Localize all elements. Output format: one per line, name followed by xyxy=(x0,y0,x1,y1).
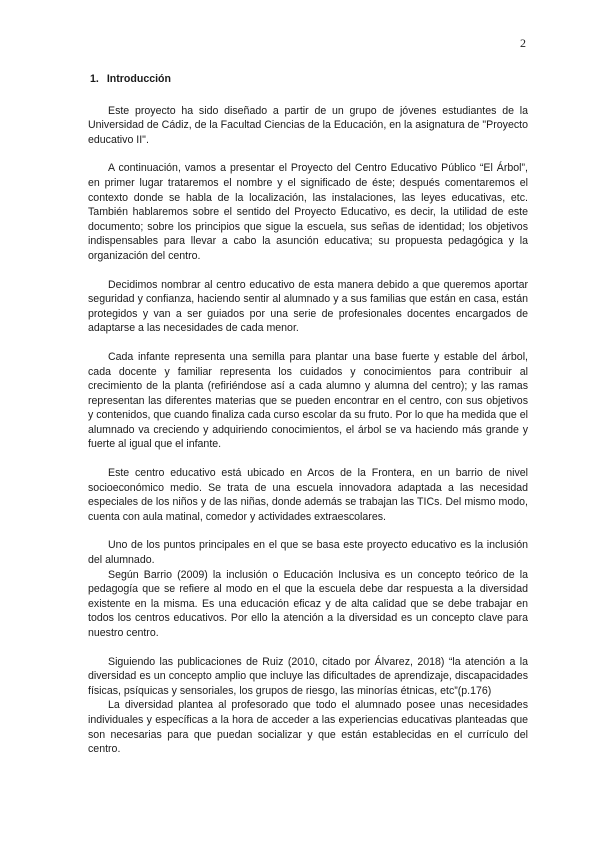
paragraph-inclusion: Uno de los puntos principales en el que se basa este proyecto educativo es la inclusión del alumnado. xyxy=(88,539,528,567)
section-number: 1. xyxy=(90,73,99,85)
paragraph-diversity: La diversidad plantea al profesorado que todo el alumnado posee unas necesidades individuales y específicas a la hora de acceder a las experiencias educativas planteadas que son necesarias para que puedan socializar y que están establecidas en el currículo del centro. xyxy=(88,699,528,756)
paragraph-overview: A continuación, vamos a presentar el Proyecto del Centro Educativo Público “El Árbol”, en primer lugar trataremos el nombre y el significado de éste; después comentaremos el contexto donde se habla de la localización, las instalaciones, las leyes educativas, etc. También hablaremos sobre el sentido del Proyecto Educativo, es decir, la utilidad de este documento; sobre los principios que sigue la escuela, sus señas de identidad; los objetivos indispensables para llevar a cabo la asunción educativa; su propuesta pedagógica y la organización del centro. xyxy=(88,162,528,262)
paragraph-location: Este centro educativo está ubicado en Arcos de la Frontera, en un barrio de nivel socioeconómico medio. Se trata de una escuela innovadora adaptada a las necesidad especiales de los niños y de las niñas, donde además se trabajan las TICs. Del mismo modo, cuenta con aula matinal, comedor y actividades extraescolares. xyxy=(88,467,528,523)
document-body xyxy=(88,72,528,757)
page-number: 2 xyxy=(520,36,526,50)
paragraph-tree-metaphor: Cada infante representa una semilla para plantar una base fuerte y estable del árbol, cada docente y familiar representa los cuidados y conocimientos para contribuir al crecimiento de la planta (refiriéndose así a cada alumno y alumna del centro); y las ramas representan las diferentes materias que se pueden encontrar en el centro, con sus objetivos y contenidos, que cuando finaliza cada curso escolar da su fruto. Por lo que ha medida que el alumnado va creciendo y adquiriendo conocimientos, el árbol se va haciendo más grande y fuerte al igual que el infante. xyxy=(88,350,528,451)
paragraph-barrio: Según Barrio (2009) la inclusión o Educación Inclusiva es un concepto teórico de la pedagogía que se refiere al modo en el que la escuela debe dar respuesta a la diversidad existente en la misma. Es una educación eficaz y de alta calidad que se debe trabajar en todos los centros educativos. Por ello la atención a la diversidad es un concepto clave para nuestro centro. xyxy=(88,568,528,639)
section-title: Introducción xyxy=(106,73,171,85)
paragraph-intro: Este proyecto ha sido diseñado a partir de un grupo de jóvenes estudiantes de la Universidad de Cádiz, de la Facultad Ciencias de la Educación, en la asignatura de "Proyecto educativo II". xyxy=(88,104,528,146)
section-heading xyxy=(90,72,528,87)
paragraph-name-meaning: Decidimos nombrar al centro educativo de esta manera debido a que queremos aportar seguridad y confianza, haciendo sentir al alumnado y a sus familias que están en casa, están protegidos y van a ser guiados por una serie de profesionales docentes encargados de adaptarse a las necesidades de cada menor. xyxy=(88,278,528,335)
paragraph-ruiz-quote: Siguiendo las publicaciones de Ruiz (2010, citado por Álvarez, 2018) “la atención a la diversidad es un concepto amplio que incluye las dificultades de aprendizaje, discapacidades físicas, psíquicas y sensoriales, los grupos de riesgo, las minorías étnicas, etc”(p.176) xyxy=(88,655,528,697)
